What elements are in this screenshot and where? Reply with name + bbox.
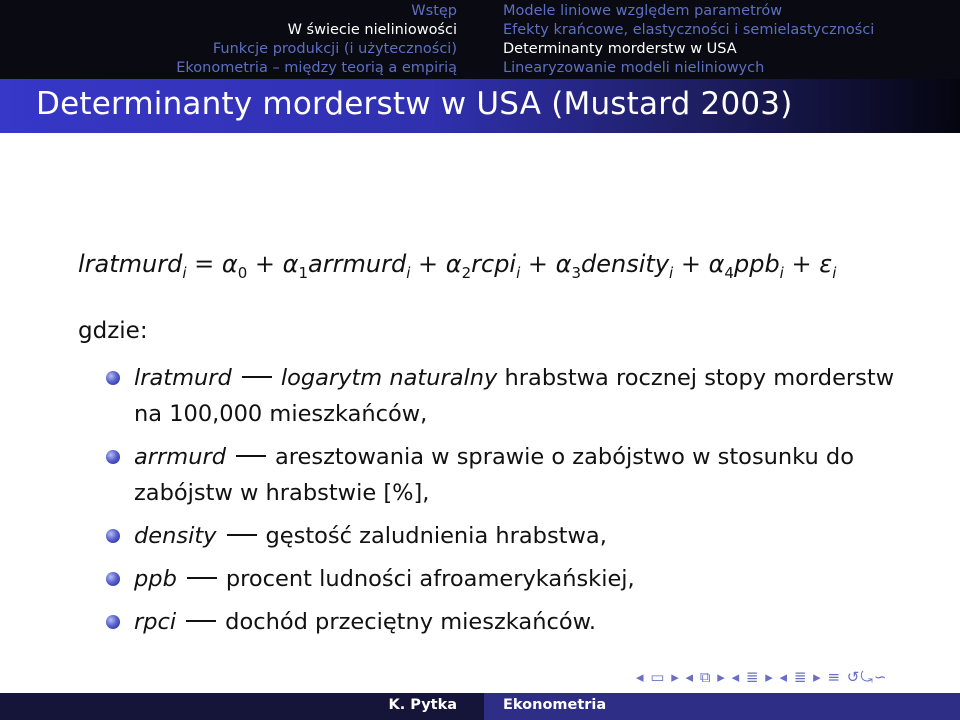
- beamer-navigation-icons[interactable]: ◂ ▭ ▸ ◂ ⧉ ▸ ◂ ≣ ▸ ◂ ≣ ▸ ≡ ↺⤿∽: [636, 668, 888, 686]
- bullet-icon: [106, 529, 120, 543]
- eq-alpha1-sub: 1: [298, 263, 309, 282]
- frame-title: Determinanty morderstw w USA (Mustard 2003): [36, 86, 793, 122]
- footer-author: K. Pytka: [388, 697, 457, 713]
- bullet-icon: [106, 371, 120, 385]
- eq-var-density: density: [581, 250, 670, 278]
- dash-separator: [186, 620, 216, 622]
- dash-separator: [187, 577, 217, 579]
- definition-list: [106, 360, 906, 647]
- eq-alpha3: α: [555, 250, 572, 278]
- eq-index: i: [516, 263, 521, 282]
- dash-separator: [227, 534, 257, 536]
- definition-term: ppb: [134, 566, 177, 592]
- nav-section-intro[interactable]: Wstęp: [411, 3, 457, 19]
- eq-plus: +: [254, 250, 276, 278]
- where-label: gdzie:: [78, 318, 148, 344]
- bullet-icon: [106, 615, 120, 629]
- eq-equals: =: [194, 250, 215, 278]
- eq-index: i: [779, 263, 784, 282]
- eq-var-ppb: ppb: [733, 250, 780, 278]
- eq-alpha2-sub: 2: [461, 263, 472, 282]
- eq-alpha2: α: [445, 250, 462, 278]
- eq-alpha3-sub: 3: [571, 263, 582, 282]
- eq-index: i: [832, 263, 837, 282]
- eq-plus: +: [680, 250, 701, 278]
- nav-section-econometrics-theory[interactable]: Ekonometria – między teorią a empirią: [176, 60, 457, 76]
- definition-text: gęstość zaludnienia hrabstwa,: [265, 523, 607, 549]
- definition-term: arrmurd: [134, 444, 226, 470]
- nav-subsection-marginal-effects[interactable]: Efekty krańcowe, elastyczności i semielastyczności: [503, 22, 875, 38]
- footer-title: Ekonometria: [503, 697, 607, 713]
- eq-plus: +: [418, 250, 439, 278]
- nav-section-nonlinearity[interactable]: W świecie nieliniowości: [287, 22, 457, 38]
- eq-alpha0-sub: 0: [237, 263, 248, 282]
- regression-equation: [78, 250, 836, 282]
- footer-author-panel: [0, 693, 484, 720]
- section-nav: [0, 0, 484, 78]
- definition-term: density: [134, 523, 217, 549]
- list-item: [106, 439, 906, 511]
- eq-var-arrmurd: arrmurd: [308, 250, 407, 278]
- eq-plus: +: [527, 250, 549, 278]
- nav-subsection-murder-determinants[interactable]: Determinanty morderstw w USA: [503, 41, 737, 57]
- nav-section-production-functions[interactable]: Funkcje produkcji (i użyteczności): [212, 41, 457, 57]
- bullet-icon: [106, 450, 120, 464]
- definition-text: hrabstwa rocznej stopy morderstw na 100,000 mieszkańców,: [134, 365, 895, 427]
- eq-index: i: [669, 263, 674, 282]
- eq-plus: +: [791, 250, 812, 278]
- nav-subsection-linearization[interactable]: Linearyzowanie modeli nieliniowych: [503, 60, 765, 76]
- dash-separator: [236, 455, 266, 457]
- definition-italic-text: logarytm naturalny: [280, 365, 498, 391]
- definition-term: lratmurd: [134, 365, 232, 391]
- eq-var-rcpi: rcpi: [471, 250, 517, 278]
- definition-text: dochód przeciętny mieszkańców.: [225, 609, 597, 635]
- dash-separator: [242, 376, 272, 378]
- footer-title-panel: [484, 693, 960, 720]
- definition-text: procent ludności afroamerykańskiej,: [225, 566, 635, 592]
- eq-lhs: lratmurd: [78, 250, 183, 278]
- eq-index: i: [182, 263, 187, 282]
- list-item: [106, 360, 906, 432]
- eq-alpha4-sub: 4: [724, 263, 734, 282]
- subsection-nav: [503, 0, 960, 78]
- list-item: [106, 561, 906, 597]
- eq-error-term: ε: [819, 250, 833, 278]
- definition-text: aresztowania w sprawie o zabójstwo w stosunku do zabójstw w hrabstwie [%],: [134, 444, 854, 506]
- footer: [0, 693, 960, 720]
- eq-index: i: [406, 263, 411, 282]
- eq-alpha0: α: [221, 250, 238, 278]
- header-navigation: [0, 0, 960, 79]
- list-item: [106, 518, 906, 554]
- bullet-icon: [106, 572, 120, 586]
- definition-term: rpci: [134, 609, 177, 635]
- eq-alpha4: α: [708, 250, 725, 278]
- eq-alpha1: α: [282, 250, 299, 278]
- list-item: [106, 604, 906, 640]
- nav-subsection-linear-models[interactable]: Modele liniowe względem parametrów: [503, 3, 783, 19]
